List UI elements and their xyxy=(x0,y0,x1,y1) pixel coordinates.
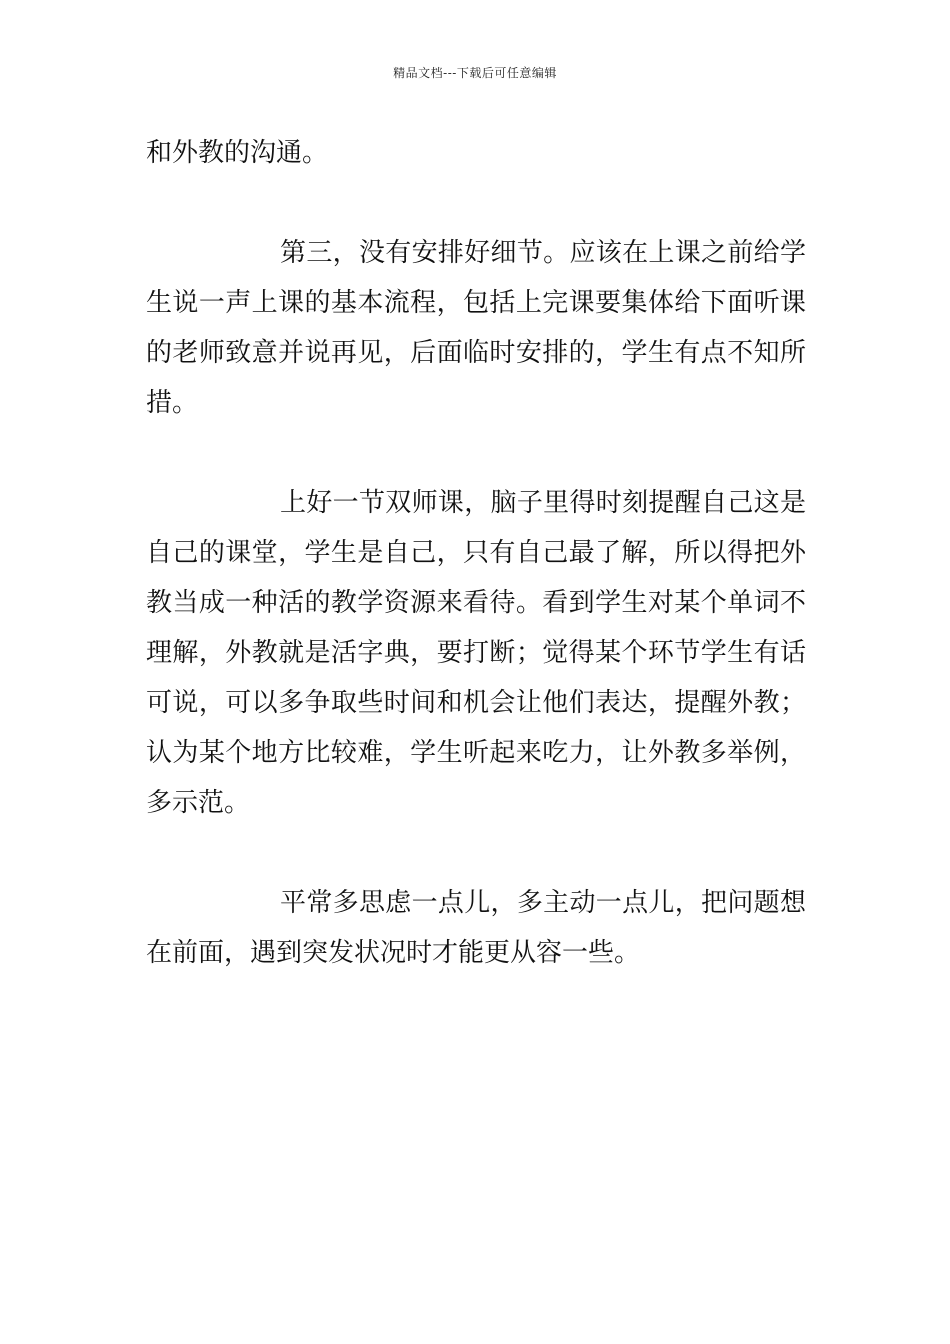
paragraph-third-point: 第三，没有安排好细节。应该在上课之前给学生说一声上课的基本流程，包括上完课要集体给下面听课的老师致意并说再见，后面临时安排的，学生有点不知所措。 xyxy=(146,238,806,418)
page-header: 精品文档---下载后可任意编辑 xyxy=(393,66,557,80)
paragraph-continuation: 和外教的沟通。 xyxy=(146,138,329,168)
paragraph-gap xyxy=(146,428,806,478)
paragraph-conclusion: 平常多思虑一点儿，多主动一点儿，把问题想在前面，遇到突发状况时才能更从容一些。 xyxy=(146,888,806,968)
paragraph-dual-teacher-class: 上好一节双师课，脑子里得时刻提醒自己这是自己的课堂，学生是自己，只有自己最了解，所以得把外教当成一种活的教学资源来看待。看到学生对某个单词不理解，外教就是活字典，要打断；觉得某个环节学生有话可说，可以多争取些时间和机会让他们表达，提醒外教；认为某个地方比较难，学生听起来吃力，让外教多举例，多示范。 xyxy=(146,488,806,818)
document-body xyxy=(146,128,806,978)
paragraph-gap xyxy=(146,828,806,878)
paragraph-gap xyxy=(146,178,806,228)
